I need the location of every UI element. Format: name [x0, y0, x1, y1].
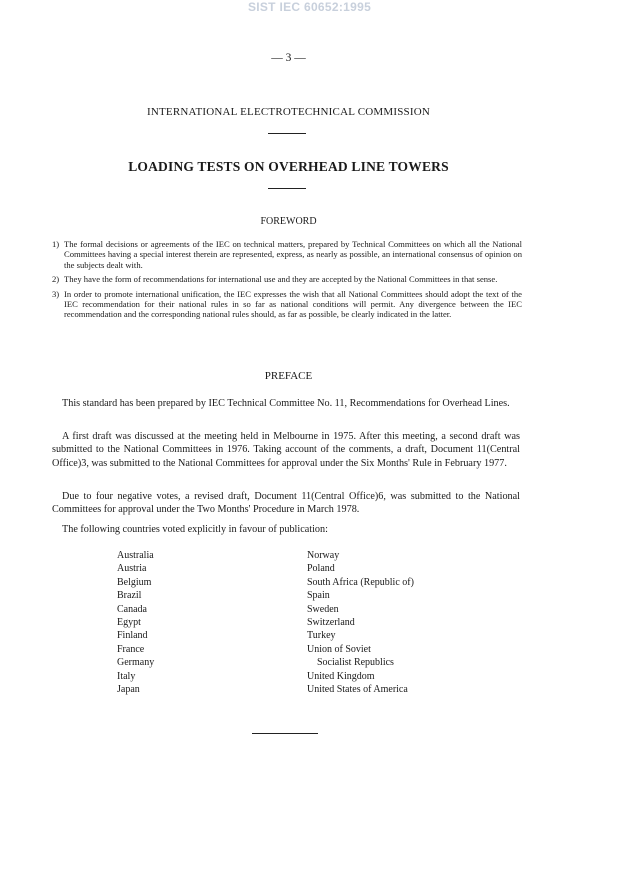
country-item: Socialist Republics: [317, 657, 394, 669]
preface-paragraph: Due to four negative votes, a revised draft, Document 11(Central Office)6, was submitted to the National Committees for approval under the Two Months' Procedure in March 1978.: [52, 491, 520, 516]
foreword-item: [52, 274, 522, 284]
foreword-item-number: 1): [52, 239, 60, 249]
country-item: Norway: [307, 550, 340, 561]
country-item: South Africa (Republic of): [307, 576, 414, 588]
foreword-item-text: They have the form of recommendations for international use and they are accepted by the National Committees in that sense.: [64, 274, 498, 285]
country-item: Australia: [117, 550, 154, 561]
country-item: Italy: [117, 670, 136, 682]
country-item: Canada: [117, 603, 147, 615]
foreword-item: [52, 289, 522, 320]
foreword-item-number: 2): [52, 274, 60, 285]
country-item: Union of Soviet: [307, 643, 371, 655]
preface-heading: PREFACE: [264, 370, 313, 382]
country-item: Turkey: [307, 630, 336, 642]
country-item: Switzerland: [307, 617, 355, 629]
country-item: Brazil: [117, 590, 142, 602]
country-item: Poland: [307, 563, 335, 575]
title-rule-top: [268, 133, 306, 134]
preface-paragraph: The following countries voted explicitly in favour of publication:: [62, 524, 328, 535]
country-item: Spain: [307, 590, 330, 602]
foreword-heading: FOREWORD: [260, 216, 317, 227]
country-item: Finland: [117, 630, 148, 642]
country-item: Japan: [117, 684, 140, 696]
foreword-list: [52, 239, 522, 324]
watermark: SIST IEC 60652:1995: [247, 0, 372, 14]
end-rule: [252, 733, 318, 734]
foreword-item-number: 3): [52, 288, 60, 299]
countries-left-column: [117, 549, 154, 696]
page-number: — 3 —: [271, 52, 306, 64]
document-title: LOADING TESTS ON OVERHEAD LINE TOWERS: [128, 159, 449, 174]
country-item: Belgium: [117, 576, 152, 588]
foreword-item-text: In order to promote international unification, the IEC expresses the wish that all National Committees should adopt the text of the IEC recommendation for their national rules in so far as national conditions will permit. Any divergence between the IEC recommendation and the corresponding national rules should, as far as possible, be clearly indicated in the latter.: [64, 288, 522, 320]
foreword-item: [52, 239, 522, 270]
country-item: United States of America: [307, 684, 408, 696]
country-item: Germany: [117, 657, 155, 669]
organization-heading: INTERNATIONAL ELECTROTECHNICAL COMMISSION: [147, 106, 430, 118]
country-item: United Kingdom: [307, 670, 375, 682]
preface-paragraph: This standard has been prepared by IEC Technical Committee No. 11, Recommendations for Overhead Lines.: [62, 398, 510, 409]
country-item: France: [117, 643, 145, 655]
preface-paragraph: A first draft was discussed at the meeting held in Melbourne in 1975. After this meeting, a second draft was submitted to the National Committees in 1976. Taking account of the comments, a draft, Document 11(Central Office)3, was submitted to the National Committees for approval under the Six Months' Rule in February 1977.: [52, 431, 520, 469]
country-item: Egypt: [117, 617, 141, 629]
countries-right-column: [307, 549, 414, 696]
title-rule-bottom: [268, 188, 306, 189]
country-item: Austria: [117, 563, 147, 575]
country-item: Sweden: [307, 603, 339, 615]
foreword-item-text: The formal decisions or agreements of the IEC on technical matters, prepared by Technical Committees on which all the National Committees having a special interest therein are represented, express, as nearly as possible, an international consensus of opinion on the subjects dealt with.: [64, 239, 522, 270]
